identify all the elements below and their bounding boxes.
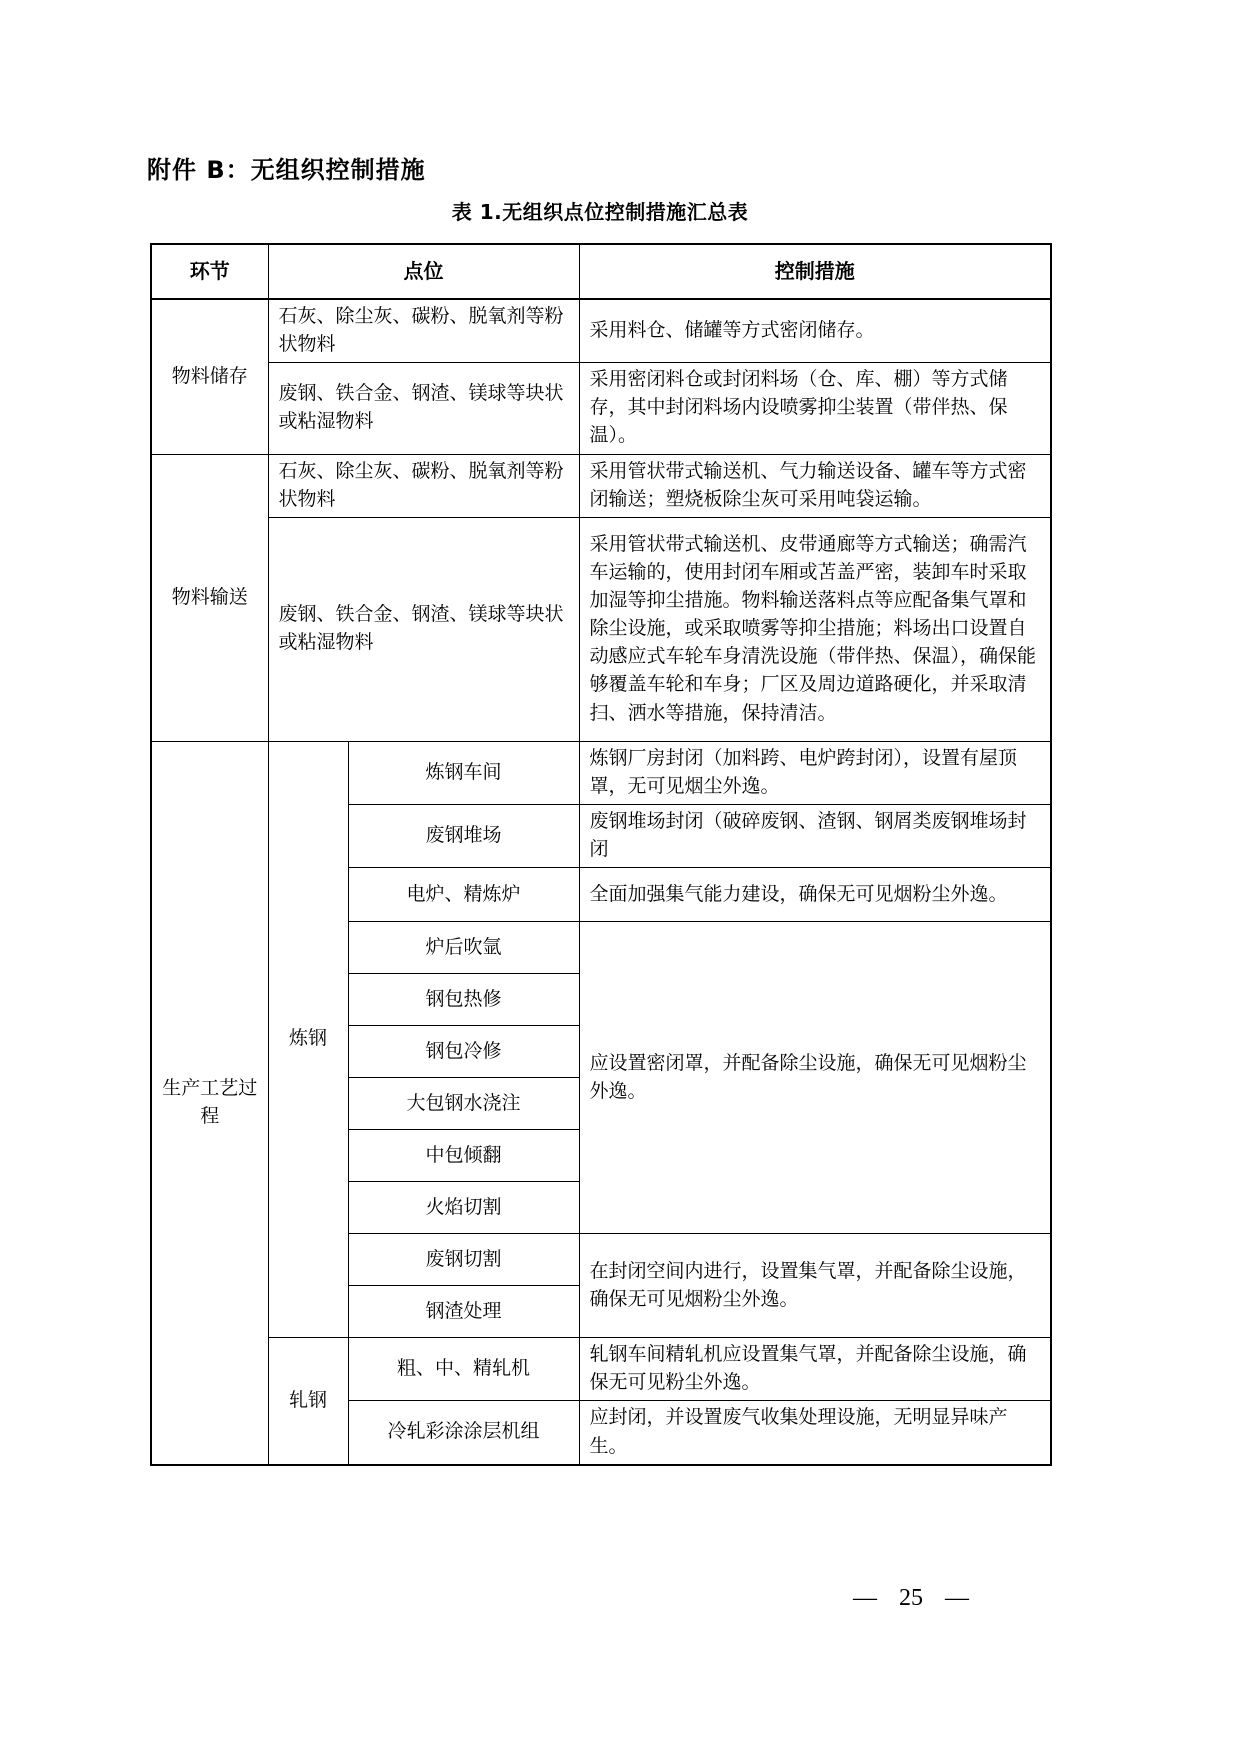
measure-cell: 采用料仓、储罐等方式密闭储存。 [579,299,1051,363]
point-cell: 废钢、铁合金、钢渣、镁球等块状或粘湿物料 [268,517,579,741]
stage-cell-production-process: 生产工艺过程 [151,741,268,1464]
control-measures-table [150,243,1052,1466]
point-cell: 钢包冷修 [348,1026,579,1078]
point-cell: 废钢、铁合金、钢渣、镁球等块状或粘湿物料 [268,363,579,454]
header-measure: 控制措施 [579,244,1051,299]
page-number: — 25 — [853,1585,969,1611]
measure-cell: 轧钢车间精轧机应设置集气罩，并配备除尘设施，确保无可见粉尘外逸。 [579,1338,1051,1401]
table-row [151,1338,1051,1401]
table-header-row [151,244,1051,299]
table-caption: 表 1.无组织点位控制措施汇总表 [451,200,749,224]
point-cell: 废钢切割 [348,1234,579,1286]
substage-cell-rolling: 轧钢 [268,1338,348,1465]
table-row [151,299,1051,363]
measure-cell: 采用密闭料仓或封闭料场（仓、库、棚）等方式储存，其中封闭料场内设喷雾抑尘装置（带伴热、保温）。 [579,363,1051,454]
stage-cell-material-transport: 物料输送 [151,454,268,741]
table-row [151,454,1051,517]
point-cell: 粗、中、精轧机 [348,1338,579,1401]
header-stage: 环节 [151,244,268,299]
measure-cell: 采用管状带式输送机、气力输送设备、罐车等方式密闭输送；塑烧板除尘灰可采用吨袋运输。 [579,454,1051,517]
point-cell: 石灰、除尘灰、碳粉、脱氧剂等粉状物料 [268,299,579,363]
table-row [151,741,1051,804]
header-point: 点位 [268,244,579,299]
substage-cell-steelmaking: 炼钢 [268,741,348,1337]
point-cell: 钢渣处理 [348,1286,579,1338]
measure-cell: 采用管状带式输送机、皮带通廊等方式输送；确需汽车运输的，使用封闭车厢或苫盖严密，装卸车时采取加湿等抑尘措施。物料输送落料点等应配备集气罩和除尘设施，或采取喷雾等抑尘措施；料场出口设置自动感应式车轮车身清洗设施（带伴热、保温），确保能够覆盖车轮和车身；厂区及周边道路硬化，并采取清扫、洒水等措施，保持清洁。 [579,517,1051,741]
measure-cell: 废钢堆场封闭（破碎废钢、渣钢、钢屑类废钢堆场封闭 [579,804,1051,867]
point-cell: 炼钢车间 [348,741,579,804]
point-cell: 石灰、除尘灰、碳粉、脱氧剂等粉状物料 [268,454,579,517]
stage-cell-material-storage: 物料储存 [151,299,268,454]
measure-cell: 炼钢厂房封闭（加料跨、电炉跨封闭），设置有屋顶罩，无可见烟尘外逸。 [579,741,1051,804]
point-cell: 废钢堆场 [348,804,579,867]
table-row [151,517,1051,741]
measure-cell-sealed-hood: 应设置密闭罩，并配备除尘设施，确保无可见烟粉尘外逸。 [579,922,1051,1234]
point-cell: 大包钢水浇注 [348,1078,579,1130]
point-cell: 火焰切割 [348,1182,579,1234]
point-cell: 冷轧彩涂涂层机组 [348,1401,579,1465]
point-cell: 电炉、精炼炉 [348,868,579,922]
measure-cell: 应封闭，并设置废气收集处理设施，无明显异味产生。 [579,1401,1051,1465]
point-cell: 炉后吹氩 [348,922,579,974]
table-row [151,363,1051,454]
measure-cell-enclosed-space: 在封闭空间内进行，设置集气罩，并配备除尘设施，确保无可见烟粉尘外逸。 [579,1234,1051,1338]
attachment-title: 附件 B：无组织控制措施 [147,156,426,184]
point-cell: 钢包热修 [348,974,579,1026]
measure-cell: 全面加强集气能力建设，确保无可见烟粉尘外逸。 [579,868,1051,922]
point-cell: 中包倾翻 [348,1130,579,1182]
